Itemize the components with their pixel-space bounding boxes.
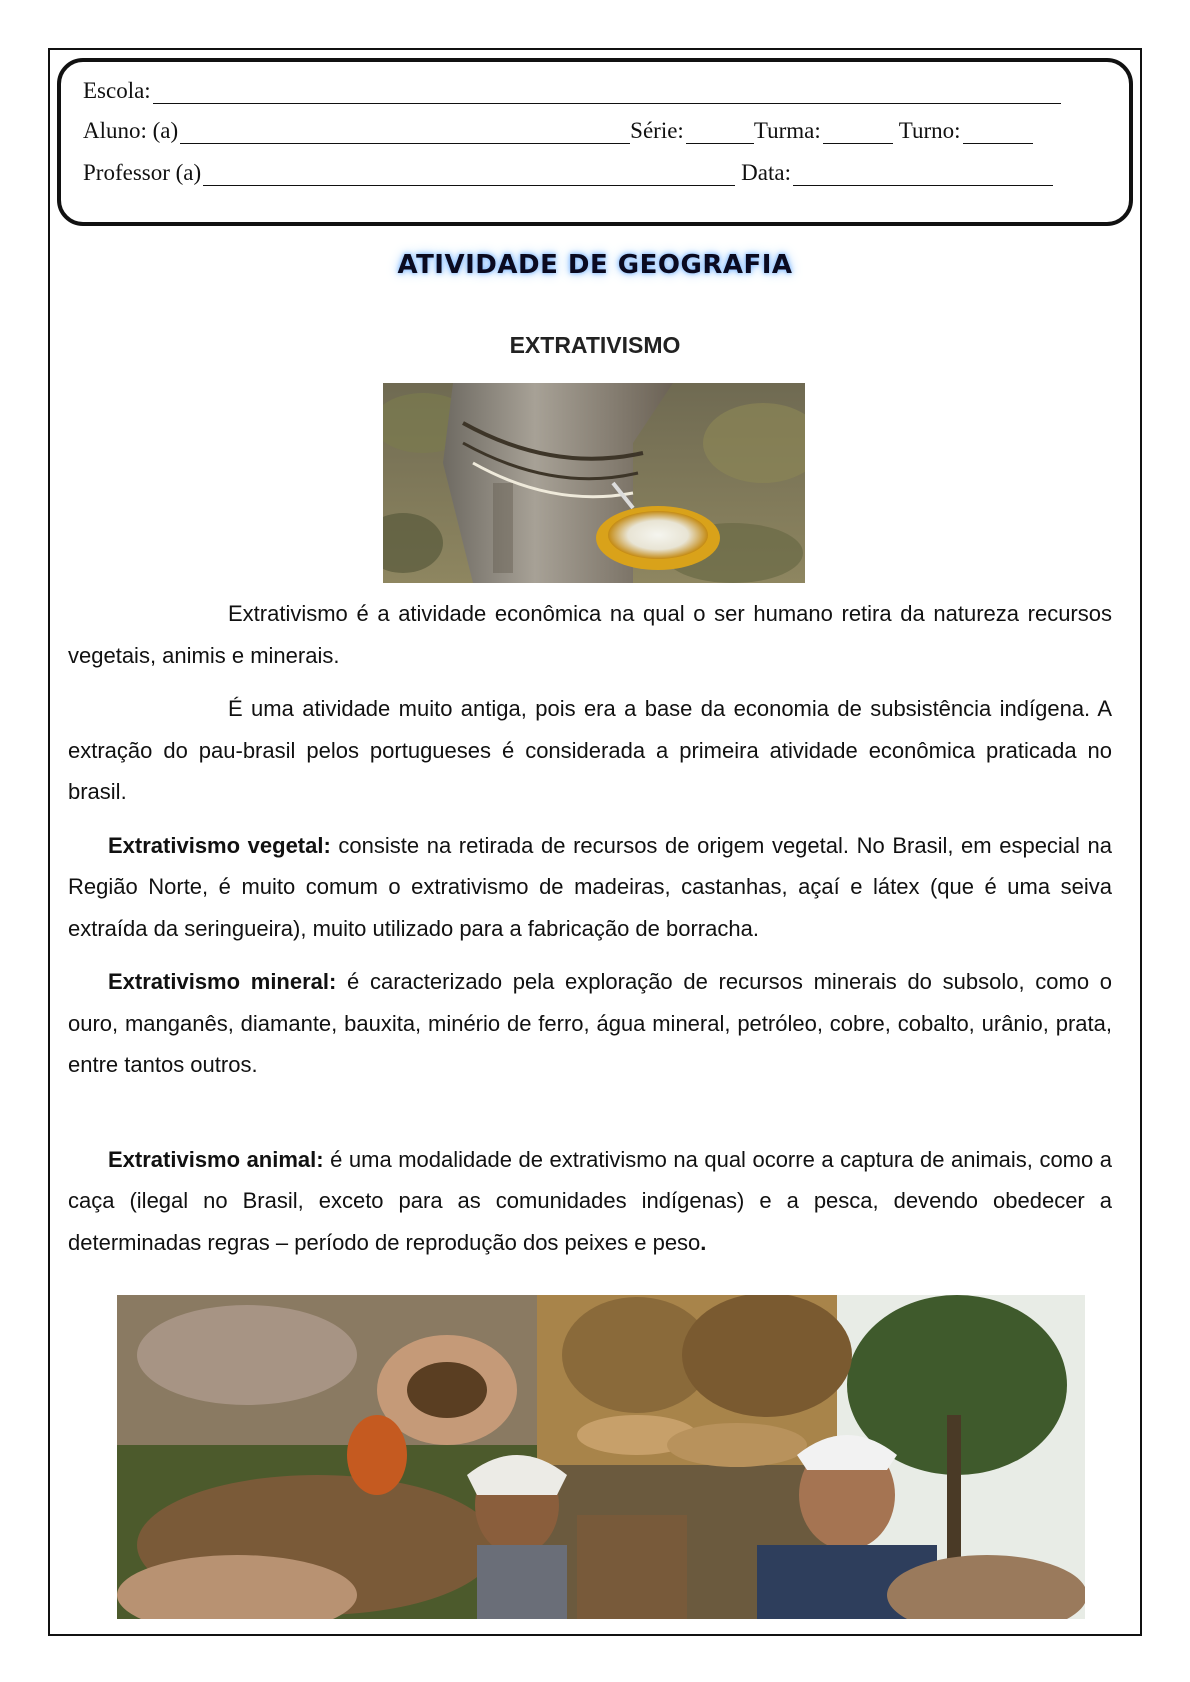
page-title: ATIVIDADE DE GEOGRAFIA bbox=[397, 250, 793, 280]
mineral-label: Extrativismo mineral: bbox=[108, 969, 337, 994]
animal-end: . bbox=[700, 1229, 707, 1255]
mineral-text: é caracterizado pela exploração de recursos minerais do subsolo, como o ouro, manganês, diamante, bauxita, minério de ferro, água mineral, petróleo, cobre, cobalto, urânio, prata, entre tantos outros. bbox=[68, 969, 1112, 1077]
latex-extraction-photo bbox=[383, 383, 805, 583]
serie-field[interactable] bbox=[686, 121, 754, 144]
professor-line bbox=[83, 160, 1053, 186]
aluno-label: Aluno: (a) bbox=[83, 118, 179, 143]
turno-field[interactable] bbox=[963, 121, 1033, 144]
aluno-line bbox=[83, 118, 1033, 144]
data-field[interactable] bbox=[793, 163, 1053, 186]
aluno-field[interactable] bbox=[180, 121, 630, 144]
vegetal-label: Extrativismo vegetal: bbox=[108, 832, 331, 858]
student-info-header bbox=[57, 58, 1133, 226]
serie-label: Série: bbox=[630, 118, 684, 143]
data-label: Data: bbox=[741, 160, 791, 185]
escola-line bbox=[83, 78, 1061, 104]
paragraph-intro: Extrativismo é a atividade econômica na qual o ser humano retira da natureza recursos vegetais, animis e minerais. bbox=[68, 601, 1112, 668]
professor-label: Professor (a) bbox=[83, 160, 202, 185]
animal-label: Extrativismo animal: bbox=[108, 1146, 324, 1172]
turno-label: Turno: bbox=[898, 118, 961, 143]
professor-field[interactable] bbox=[203, 163, 735, 186]
paragraph-vegetal bbox=[68, 825, 1112, 950]
paragraph-animal bbox=[68, 1139, 1112, 1264]
paragraph-history: É uma atividade muito antiga, pois era a base da economia de subsistência indígena. A extração do pau-brasil pelos portugueses é considerada a primeira atividade econômica praticada no brasil. bbox=[68, 696, 1112, 804]
vegetal-text: consiste na retirada de recursos de origem vegetal. No Brasil, em especial na Região Norte, é muito comum o extrativismo de madeiras, castanhas, açaí e látex (que é uma seiva extraída da seringueira), muito utilizado para a fabricação de borracha. bbox=[68, 832, 1113, 941]
animal-text: é uma modalidade de extrativismo na qual ocorre a captura de animais, como a caça (ilegal no Brasil, exceto para as comunidades indígenas) e a pesca, devendo obedecer a determinadas regras – período de reprodução dos peixes e peso bbox=[68, 1146, 1112, 1255]
paragraph-mineral bbox=[68, 961, 1112, 1086]
escola-field[interactable] bbox=[153, 81, 1061, 104]
turma-field[interactable] bbox=[823, 121, 893, 144]
turma-label: Turma: bbox=[753, 118, 821, 143]
brazil-nut-collage-photo bbox=[117, 1295, 1085, 1619]
section-subtitle: EXTRATIVISMO bbox=[509, 332, 681, 358]
body-text bbox=[68, 593, 1112, 1263]
escola-label: Escola: bbox=[83, 78, 151, 103]
